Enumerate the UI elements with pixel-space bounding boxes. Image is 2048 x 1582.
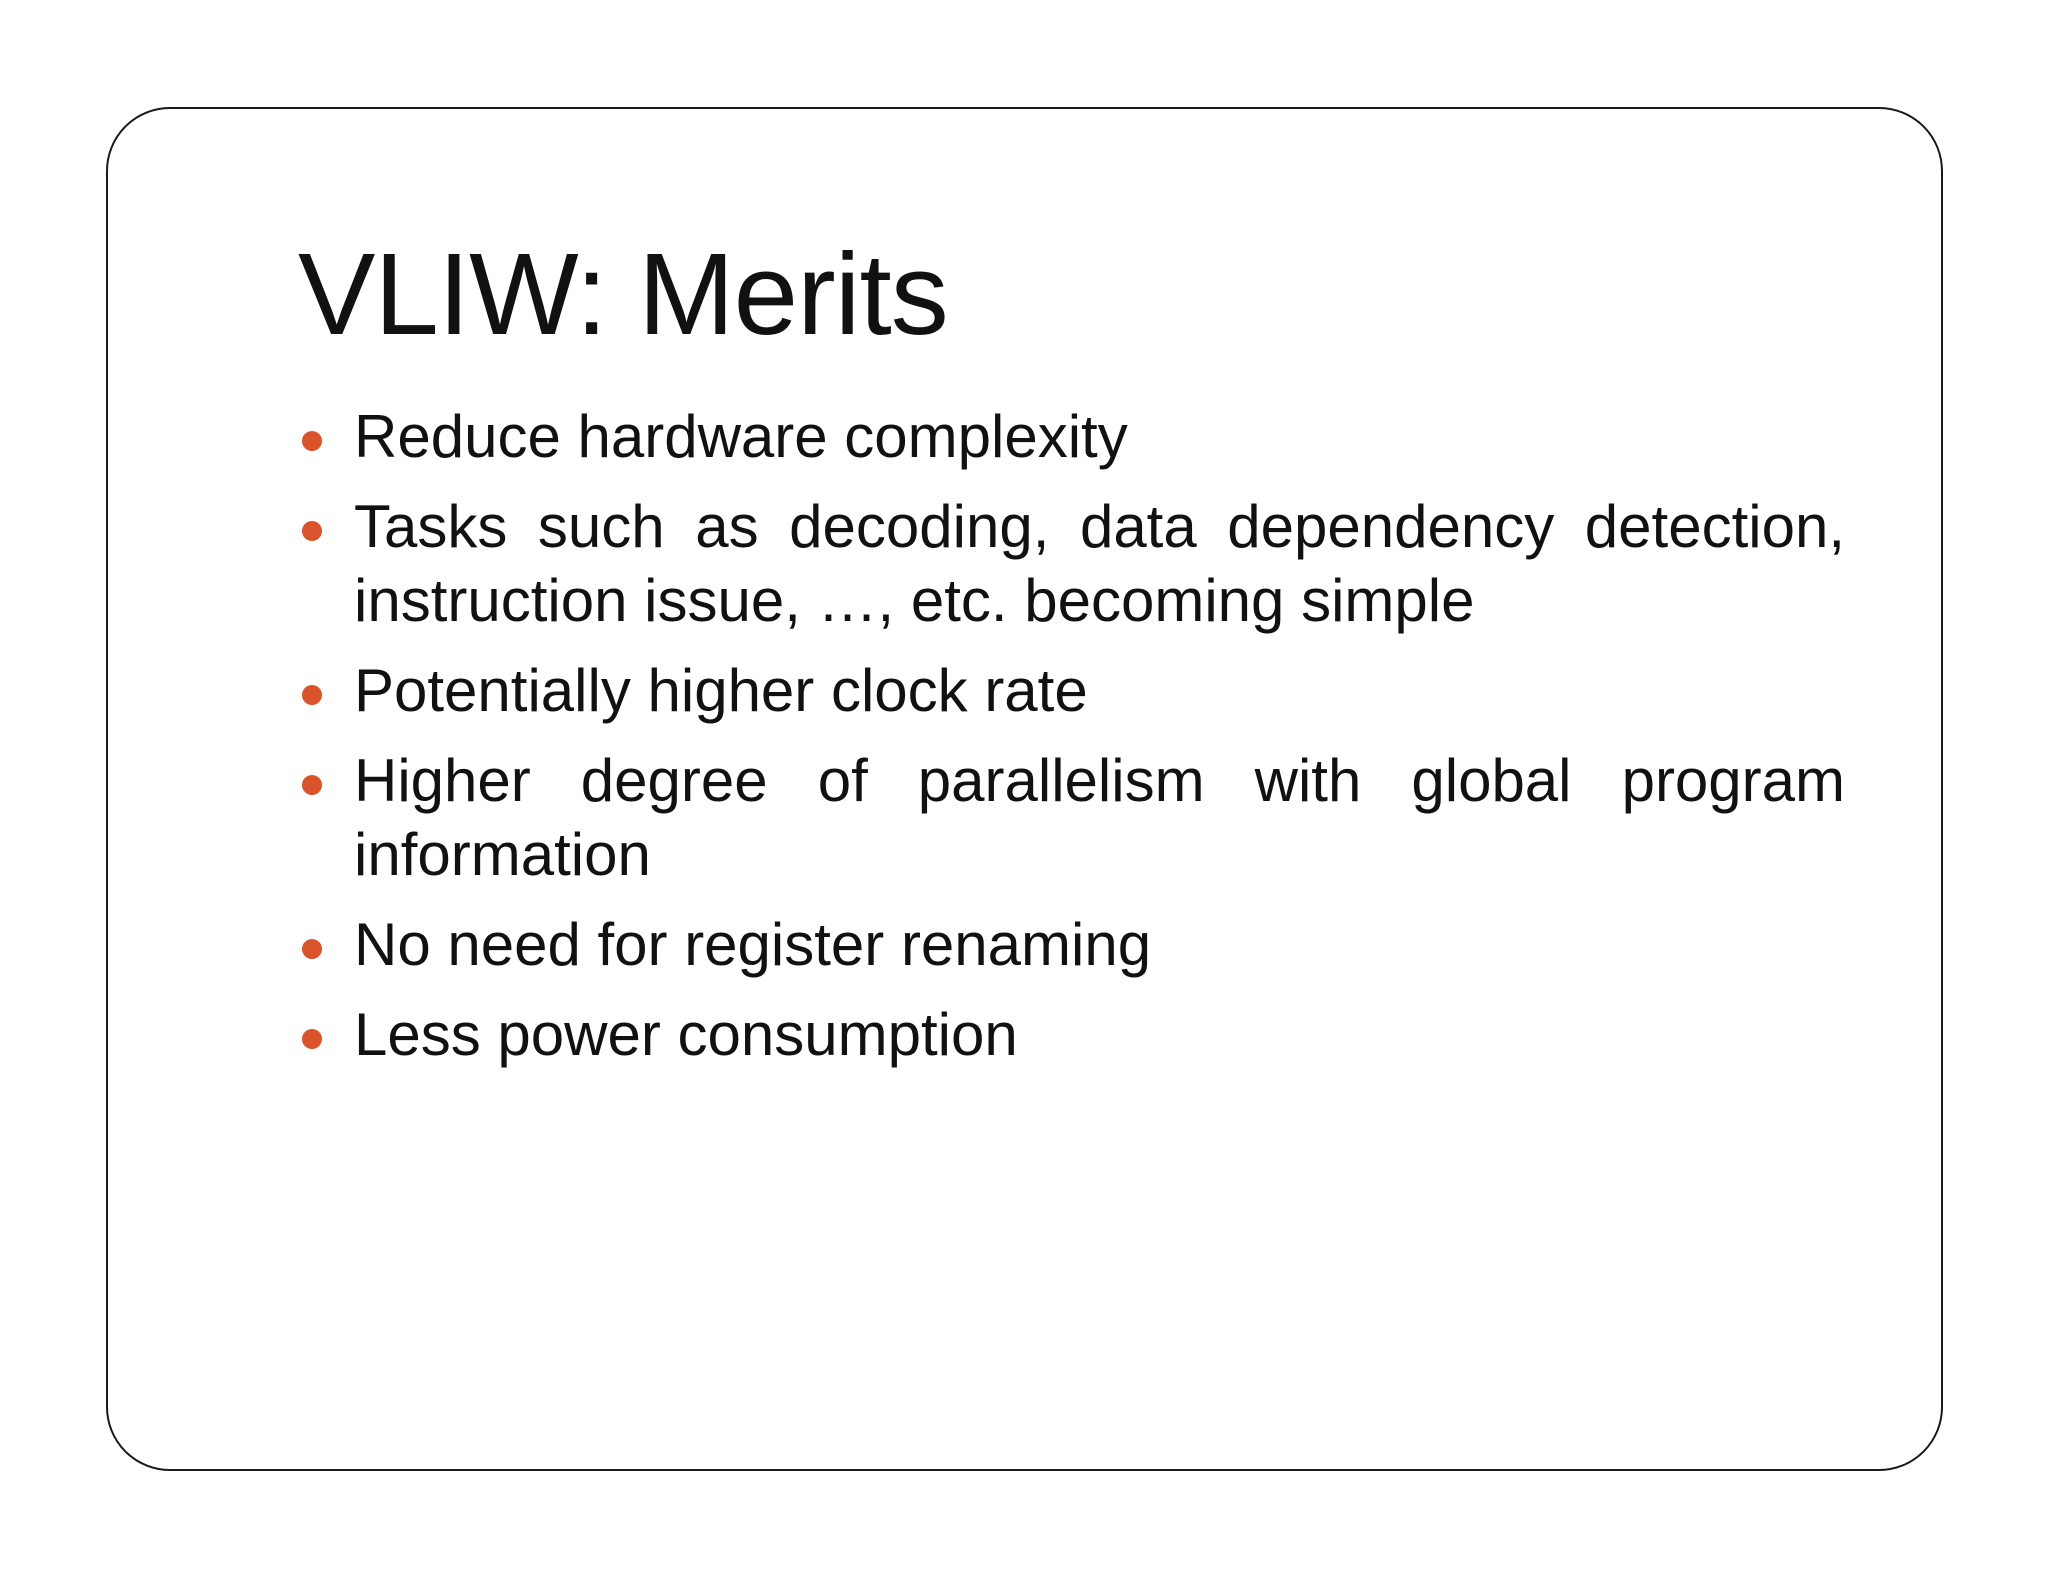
bullet-item [298, 908, 1845, 982]
bullet-item [298, 400, 1845, 474]
bullet-item [298, 490, 1845, 638]
bullet-item [298, 654, 1845, 728]
bullet-text: Potentially higher clock rate [354, 657, 1088, 724]
bullet-dot-icon [302, 775, 322, 795]
bullet-text: Higher degree of parallelism with global program information [354, 747, 1845, 888]
bullet-dot-icon [302, 939, 322, 959]
bullet-text: Tasks such as decoding, data dependency detection, instruction issue, …, etc. becoming simple [354, 493, 1845, 634]
bullet-list [298, 400, 1845, 1088]
bullet-item [298, 744, 1845, 892]
bullet-dot-icon [302, 685, 322, 705]
bullet-item [298, 998, 1845, 1072]
slide-title: VLIW: Merits [298, 229, 948, 359]
bullet-dot-icon [302, 521, 322, 541]
bullet-text: Reduce hardware complexity [354, 403, 1128, 470]
bullet-text: Less power consumption [354, 1001, 1018, 1068]
bullet-dot-icon [302, 1029, 322, 1049]
bullet-dot-icon [302, 431, 322, 451]
bullet-text: No need for register renaming [354, 911, 1152, 978]
